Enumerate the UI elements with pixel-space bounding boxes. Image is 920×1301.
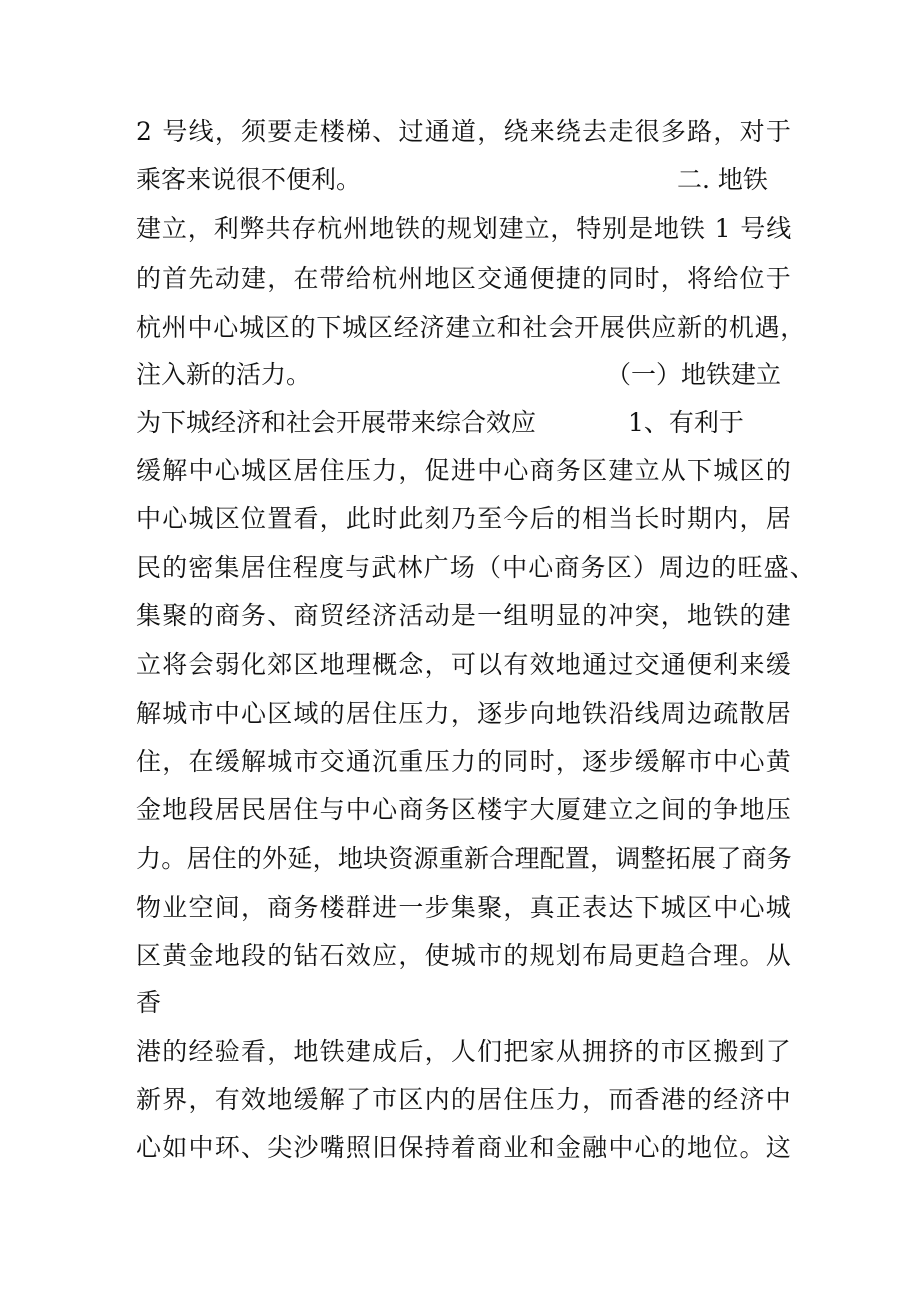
text-line (136, 113, 792, 151)
subsection-heading: （一）地铁建立 (606, 360, 782, 389)
text-segment: 心如中环、尖沙嘴照旧保持着商业和金融中心的地位。这 (136, 1133, 793, 1162)
text-line (136, 549, 816, 587)
text-line (136, 1033, 792, 1071)
text-line (136, 984, 792, 1022)
text-segment: 集聚的商务、商贸经济活动是一组明显的冲突，地铁的建 (136, 601, 793, 630)
text-line (136, 889, 792, 927)
text-line (136, 500, 792, 538)
text-segment: 立将会弱化郊区地理概念，可以有效地通过交通便利来缓 (136, 650, 793, 679)
text-segment: 物业空间，商务楼群进一步集聚，真正表达下城区中心城 (136, 893, 793, 922)
text-segment: 的首先动建，在带给杭州地区交通便捷的同时，将给位于 (136, 264, 793, 293)
text-segment: 中心城区位置看，此时此刻乃至今后的相当长时期内，居 (136, 504, 793, 533)
text-line (136, 695, 792, 733)
text-line (136, 791, 792, 829)
text-segment: 解城市中心区域的居住压力，逐步向地铁沿线周边疏散居 (136, 699, 793, 728)
section-heading: 二. 地铁 (677, 165, 768, 194)
text-line (136, 597, 792, 635)
text-segment: 民的密集居住程度与武林广场（中心商务区）周边的旺盛、 (136, 553, 816, 582)
text-segment: 金地段居民居住与中心商务区楼宇大厦建立之间的争地压 (136, 795, 793, 824)
text-segment: 建立，利弊共存杭州地铁的规划建立，特别是地铁 1 号线 (136, 214, 793, 243)
text-segment: 住，在缓解城市交通沉重压力的同时，逐步缓解市中心黄 (136, 747, 793, 776)
text-segment: 区黄金地段的钻石效应，使城市的规划布局更趋合理。从 (136, 941, 793, 970)
text-line (136, 356, 792, 394)
text-line (136, 743, 792, 781)
text-line (136, 309, 806, 347)
text-segment: 杭州中心城区的下城区经济建立和社会开展供应新的机遇， (136, 313, 807, 342)
text-line (136, 646, 792, 684)
text-segment: 香 (136, 988, 162, 1017)
text-line (136, 937, 792, 975)
text-line (136, 452, 792, 490)
text-line (136, 840, 792, 878)
text-segment: 2 号线，须要走楼梯、过通道，绕来绕去走很多路，对于 (136, 117, 793, 146)
text-segment: 乘客来说很不便利。 (136, 165, 362, 194)
text-segment: 注入新的活力。 (136, 360, 312, 389)
text-segment: 新界，有效地缓解了市区内的居住压力，而香港的经济中 (136, 1085, 793, 1114)
text-segment: 力。居住的外延，地块资源重新合理配置，调整拓展了商务 (136, 844, 792, 873)
text-line (136, 1081, 792, 1119)
text-segment: 为下城经济和社会开展带来综合效应 (136, 408, 537, 437)
text-line (136, 404, 792, 442)
list-heading: 1、有利于 (628, 408, 744, 437)
text-line (136, 161, 792, 199)
text-line (136, 260, 792, 298)
text-line (136, 1129, 792, 1167)
text-line (136, 210, 792, 248)
text-segment: 港的经验看，地铁建成后，人们把家从拥挤的市区搬到了 (136, 1037, 793, 1066)
text-segment: 缓解中心城区居住压力，促进中心商务区建立从下城区的 (136, 456, 793, 485)
